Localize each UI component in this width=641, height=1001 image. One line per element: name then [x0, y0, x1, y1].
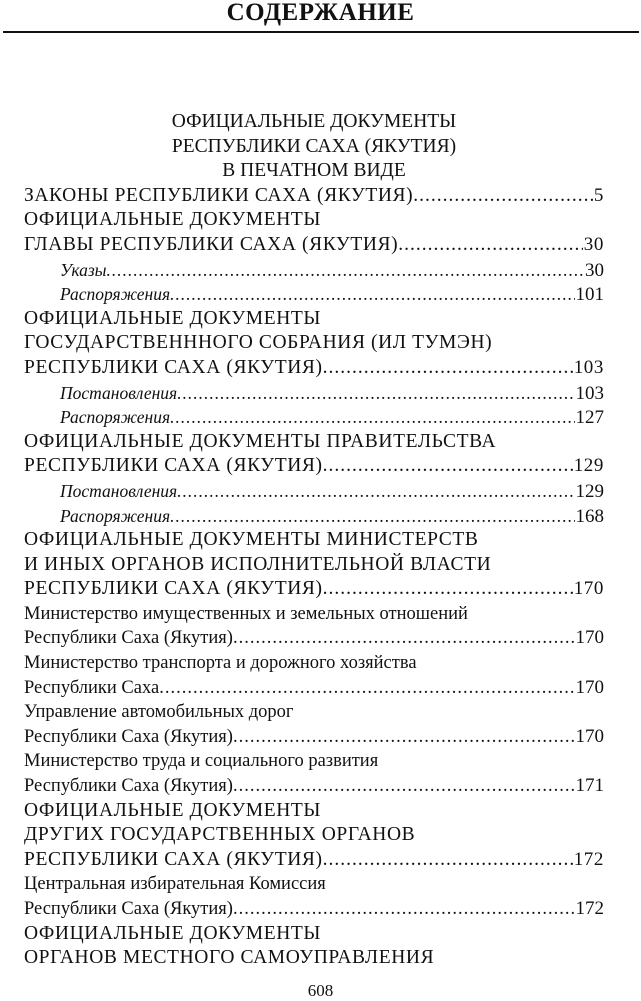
toc-entry [24, 774, 604, 799]
toc-heading-line: ОРГАНОВ МЕСТНОГО САМОУПРАВЛЕНИЯ [24, 947, 435, 969]
toc-heading-line: ОФИЦИАЛЬНЫЕ ДОКУМЕНТЫ [24, 307, 322, 329]
toc-section-heading: РЕСПУБЛИКИ САХА (ЯКУТИЯ) [171, 135, 457, 157]
dot-leader [323, 577, 573, 602]
toc-entry [24, 233, 604, 258]
toc-page-number: 172 [575, 898, 604, 919]
toc-entry [24, 725, 604, 750]
header-divider [3, 31, 639, 33]
toc-heading-line: Министерство имущественных и земельных отношений [24, 603, 468, 624]
toc-page-number: 168 [575, 505, 604, 527]
toc-entry [24, 454, 604, 479]
toc-heading-line: ОФИЦИАЛЬНЫЕ ДОКУМЕНТЫ [24, 209, 322, 231]
dot-leader [177, 479, 574, 504]
toc-heading-line: ОФИЦИАЛЬНЫЕ ДОКУМЕНТЫ [24, 922, 322, 944]
toc-entry-title: Республики Саха [24, 677, 160, 698]
toc-entry [24, 405, 604, 430]
toc-entry-title: Постановления [60, 382, 178, 403]
toc-heading-line: ОФИЦИАЛЬНЫЕ ДОКУМЕНТЫ [24, 799, 322, 821]
toc-entry [24, 258, 604, 283]
toc-entry [24, 897, 604, 922]
toc-entry [24, 356, 604, 381]
toc-heading-line: ОФИЦИАЛЬНЫЕ ДОКУМЕНТЫ ПРАВИТЕЛЬСТВА [24, 430, 497, 452]
toc-entry-title: Республики Саха (Якутия) [24, 628, 233, 649]
dot-leader [177, 381, 574, 406]
toc-entry-title: Распоряжения [60, 505, 171, 526]
toc-heading-line: ДРУГИХ ГОСУДАРСТВЕННЫХ ОРГАНОВ [24, 824, 416, 846]
toc-page-number: 127 [575, 407, 604, 429]
toc-page-number: 103 [575, 382, 604, 404]
toc-entry-title: РЕСПУБЛИКИ САХА (ЯКУТИЯ) [24, 455, 323, 477]
toc-heading-line: ГОСУДАРСТВЕНННОГО СОБРАНИЯ (ИЛ ТУМЭН) [24, 332, 493, 354]
toc-page-number: 170 [575, 627, 604, 649]
dot-leader [159, 676, 574, 701]
dot-leader [170, 504, 574, 529]
dot-leader [107, 258, 584, 283]
toc-heading-line: ОФИЦИАЛЬНЫЕ ДОКУМЕНТЫ МИНИСТЕРСТВ [24, 529, 479, 551]
toc-heading-line: Центральная избирательная Комиссия [24, 874, 326, 895]
dot-leader [233, 897, 575, 922]
dot-leader [170, 405, 574, 430]
dot-leader [233, 725, 575, 750]
toc-entry [24, 282, 604, 307]
toc-entry [24, 184, 604, 209]
toc-page-number: 30 [585, 259, 604, 281]
toc-page-number: 103 [573, 356, 604, 378]
toc-entry-title: РЕСПУБЛИКИ САХА (ЯКУТИЯ) [24, 848, 323, 870]
toc-page-number: 30 [583, 233, 604, 255]
toc-section-heading: ОФИЦИАЛЬНЫЕ ДОКУМЕНТЫ [171, 111, 457, 132]
dot-leader [323, 454, 573, 479]
toc-entry [24, 479, 604, 504]
toc-entry-title: ЗАКОНЫ РЕСПУБЛИКИ САХА (ЯКУТИЯ) [24, 184, 414, 206]
toc-entry-title: РЕСПУБЛИКИ САХА (ЯКУТИЯ) [24, 578, 323, 600]
toc-entry [24, 381, 604, 406]
toc-page-number: 170 [573, 578, 604, 600]
toc-heading-line: Министерство труда и социального развития [24, 751, 379, 772]
page-title: СОДЕРЖАНИЕ [226, 0, 415, 26]
toc-page-number: 129 [573, 455, 604, 477]
dot-leader [413, 184, 593, 209]
toc-entry-title: Указы [60, 259, 107, 280]
toc-entry-title: ГЛАВЫ РЕСПУБЛИКИ САХА (ЯКУТИЯ) [24, 233, 399, 255]
toc-entry [24, 504, 604, 529]
toc-page-number: 170 [575, 725, 604, 747]
toc-entry-title: Постановления [60, 480, 178, 501]
toc-entry-title: Распоряжения [60, 284, 171, 305]
toc-page-number: 129 [575, 480, 604, 502]
dot-leader [323, 848, 573, 873]
toc-page-number: 172 [573, 848, 604, 870]
toc-entry-title: РЕСПУБЛИКИ САХА (ЯКУТИЯ) [24, 356, 323, 378]
page-number: 608 [307, 981, 334, 1000]
toc-heading-line: И ИНЫХ ОРГАНОВ ИСПОЛНИТЕЛЬНОЙ ВЛАСТИ [24, 553, 492, 575]
toc-entry-title: Республики Саха (Якутия) [24, 899, 233, 919]
table-of-contents [24, 110, 604, 971]
toc-page-number: 101 [575, 284, 604, 306]
dot-leader [170, 282, 574, 307]
toc-heading-line: Министерство транспорта и дорожного хозяйства [24, 653, 417, 674]
toc-entry [24, 676, 604, 701]
toc-entry [24, 577, 604, 602]
toc-entry [24, 626, 604, 651]
toc-entry [24, 848, 604, 873]
toc-section-heading: В ПЕЧАТНОМ ВИДЕ [222, 160, 406, 182]
toc-page-number: 5 [593, 184, 604, 206]
dot-leader [233, 626, 575, 651]
dot-leader [323, 356, 573, 381]
toc-entry-title: Республики Саха (Якутия) [24, 776, 233, 797]
dot-leader [398, 233, 583, 258]
toc-heading-line: Управление автомобильных дорог [24, 702, 294, 723]
toc-entry-title: Республики Саха (Якутия) [24, 726, 233, 747]
toc-entry-title: Распоряжения [60, 407, 171, 428]
toc-page-number: 170 [575, 676, 604, 698]
toc-page-number: 171 [575, 775, 604, 797]
dot-leader [233, 774, 575, 799]
